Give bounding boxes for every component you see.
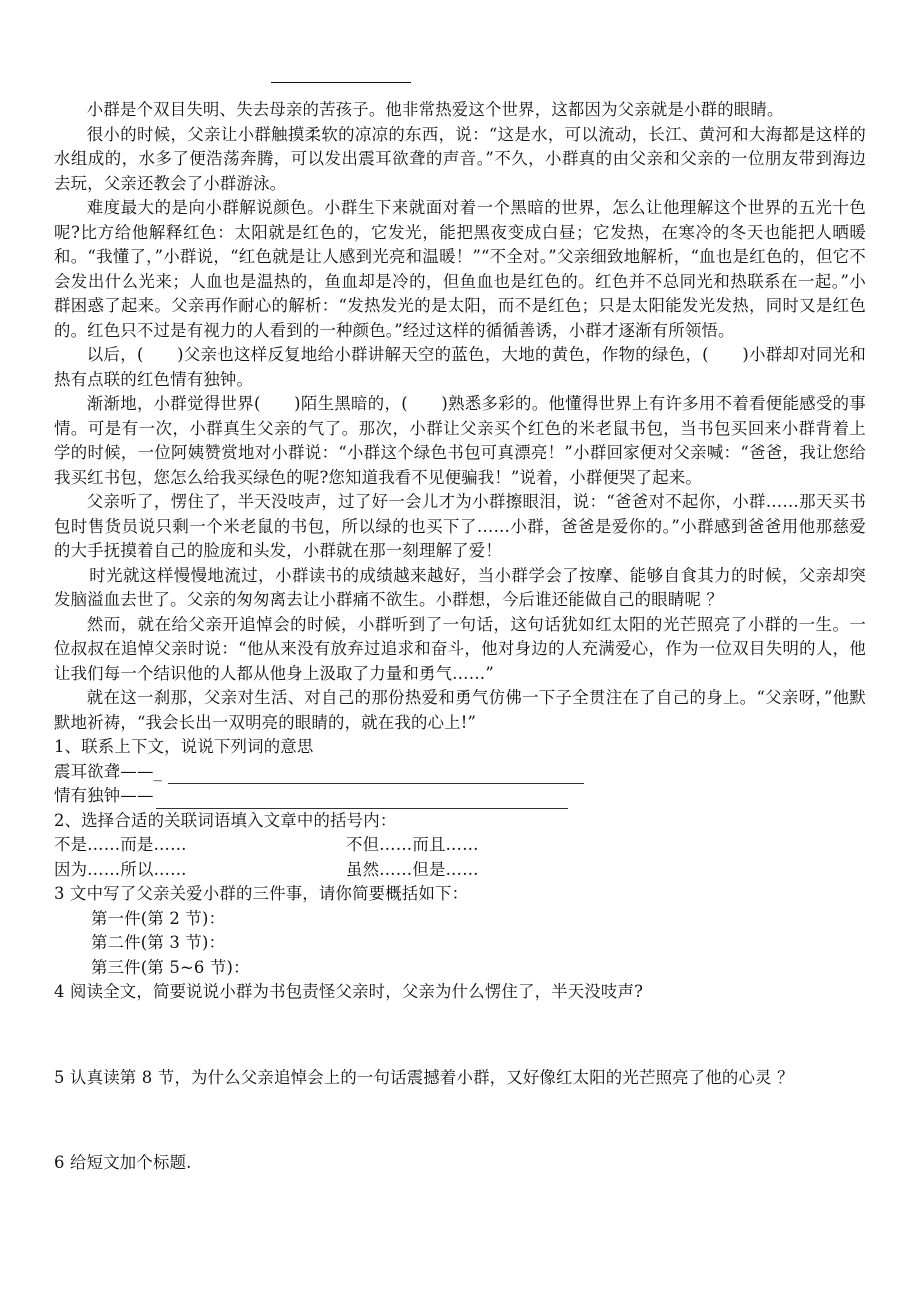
question-3-item-3: 第三件(第 5~6 节)：: [91, 957, 250, 977]
paragraph-5: 渐渐地，小群觉得世界( )陌生黑暗的，( )熟悉多彩的。他懂得世界上有许多用不着看便能感受的事情。可是有一次，小群真生父亲的气了。那次，小群让父亲买个红色的米老鼠书包，当书包买回来小群背着上学的时候，一位阿姨赞赏地对小群说：“小群这个绿色书包可真漂亮！”小群回家便对父亲喊：“爸爸，我让您给我买红书包，您怎么给我买绿色的呢?您知道我看不见便骗我！”说着，小群便哭了起来。: [54, 394, 866, 487]
term-label: 情有独钟——: [54, 786, 154, 805]
question-2-prompt: 2、选择合适的关联词语填入文章中的括号内：: [54, 810, 397, 830]
question-2-options: [54, 833, 866, 882]
question-5-answer-space[interactable]: [54, 1090, 866, 1151]
question-3-item-2: 第二件(第 3 节)：: [91, 933, 226, 952]
question-5-prompt: 5 认真读第 8 节，为什么父亲追悼会上的一句话震撼着小群，又好像红太阳的光芒照亮了他的心灵 ？: [54, 1067, 794, 1087]
question-4-prompt: 4 阅读全文，简要说说小群为书包责怪父亲时，父亲为什么愣住了，半天没吱声?: [54, 982, 644, 1001]
question-6-prompt: 6 给短文加个标题.: [54, 1153, 192, 1172]
question-1-item-2: [54, 784, 866, 809]
title-blank-line[interactable]: [271, 82, 411, 83]
option-budan-erqie: 不但……而且……: [346, 835, 479, 854]
term-prefix: _: [153, 761, 162, 781]
paragraph-4: 以后，( )父亲也这样反复地给小群讲解天空的蓝色，大地的黄色，作物的绿色，( )小群却对同光和热有点联的红色情有独钟。: [54, 345, 866, 389]
paragraph-8: 然而，就在给父亲开追悼会的时候，小群听到了一句话，这句话犹如红太阳的光芒照亮了小群的一生。一位叔叔在追悼父亲时说：“他从来没有放弃过追求和奋斗，他对身边的人充满爱心，作为一位双目失明的人，他让我们每一个结识他的人都从他身上汲取了力量和勇气……”: [54, 614, 866, 683]
option-yinwei-suoyi: 因为……所以……: [54, 859, 187, 879]
option-suiran-danshi: 虽然……但是……: [346, 859, 479, 879]
question-1-prompt: 1、联系上下文，说说下列词的意思: [54, 737, 314, 756]
paragraph-7: 时光就这样慢慢地流过，小群读书的成绩越来越好，当小群学会了按摩、能够自食其力的时候，父亲却突发脑溢血去世了。父亲的匆匆离去让小群痛不欲生。小群想，今后谁还能做自己的眼睛呢 ？: [54, 565, 866, 609]
question-4-answer-space[interactable]: [54, 1005, 866, 1066]
paragraph-9: 就在这一刹那，父亲对生活、对自己的那份热爱和勇气仿佛一下子全贯注在了自己的身上。“父亲呀，”他默默地祈祷，“我会长出一双明亮的眼睛的，就在我的心上!”: [54, 688, 866, 732]
document-body: [54, 98, 866, 1176]
paragraph-6: 父亲听了，愣住了，半天没吱声，过了好一会儿才为小群擦眼泪，说：“爸爸对不起你，小群……那天买书包时售货员说只剩一个米老鼠的书包，所以绿的也买下了……小群，爸爸是爱你的。”小群感到爸爸用他那慈爱的大手抚摸着自己的脸庞和头发，小群就在那一刻理解了爱！: [54, 492, 866, 560]
answer-line[interactable]: [156, 792, 568, 809]
answer-line[interactable]: [168, 767, 584, 784]
paragraph-2: 很小的时候，父亲让小群触摸柔软的凉凉的东西，说：“这是水，可以流动，长江、黄河和大海都是这样的水组成的，水多了便浩荡奔腾，可以发出震耳欲聋的声音。”不久，小群真的由父亲和父亲的一位朋友带到海边去玩，父亲还教会了小群游泳。: [54, 124, 866, 193]
option-bushi-ershi: 不是……而是……: [54, 835, 187, 854]
question-3-prompt: 3 文中写了父亲关爱小群的三件事，请你简要概括如下：: [54, 884, 469, 903]
paragraph-1: 小群是个双目失明、失去母亲的苦孩子。他非常热爱这个世界，这都因为父亲就是小群的眼睛。: [86, 100, 784, 119]
paragraph-3: 难度最大的是向小群解说颜色。小群生下来就面对着一个黑暗的世界，怎么让他理解这个世界的五光十色呢?比方给他解释红色：太阳就是红色的，它发光，能把黑夜变成白昼；它发热，在寒冷的冬天也能把人晒暖和。“我懂了，”小群说，“红色就是让人感到光亮和温暖！”“不全对。”父亲细致地解析，“血也是红色的，但它不会发出什么光来；人血也是温热的，鱼血却是冷的，但鱼血也是红色的。红色并不总同光和热联系在一起。”小群困惑了起来。父亲再作耐心的解析：“发热发光的是太阳，而不是红色；只是太阳能发光发热，同时又是红色的。红色只不过是有视力的人看到的一种颜色。”经过这样的循循善诱，小群才逐渐有所领悟。: [54, 198, 866, 340]
term-label: 震耳欲聋——: [54, 761, 154, 781]
question-1-item-1: [54, 760, 866, 785]
question-3-item-1: 第一件(第 2 节)：: [91, 908, 226, 928]
